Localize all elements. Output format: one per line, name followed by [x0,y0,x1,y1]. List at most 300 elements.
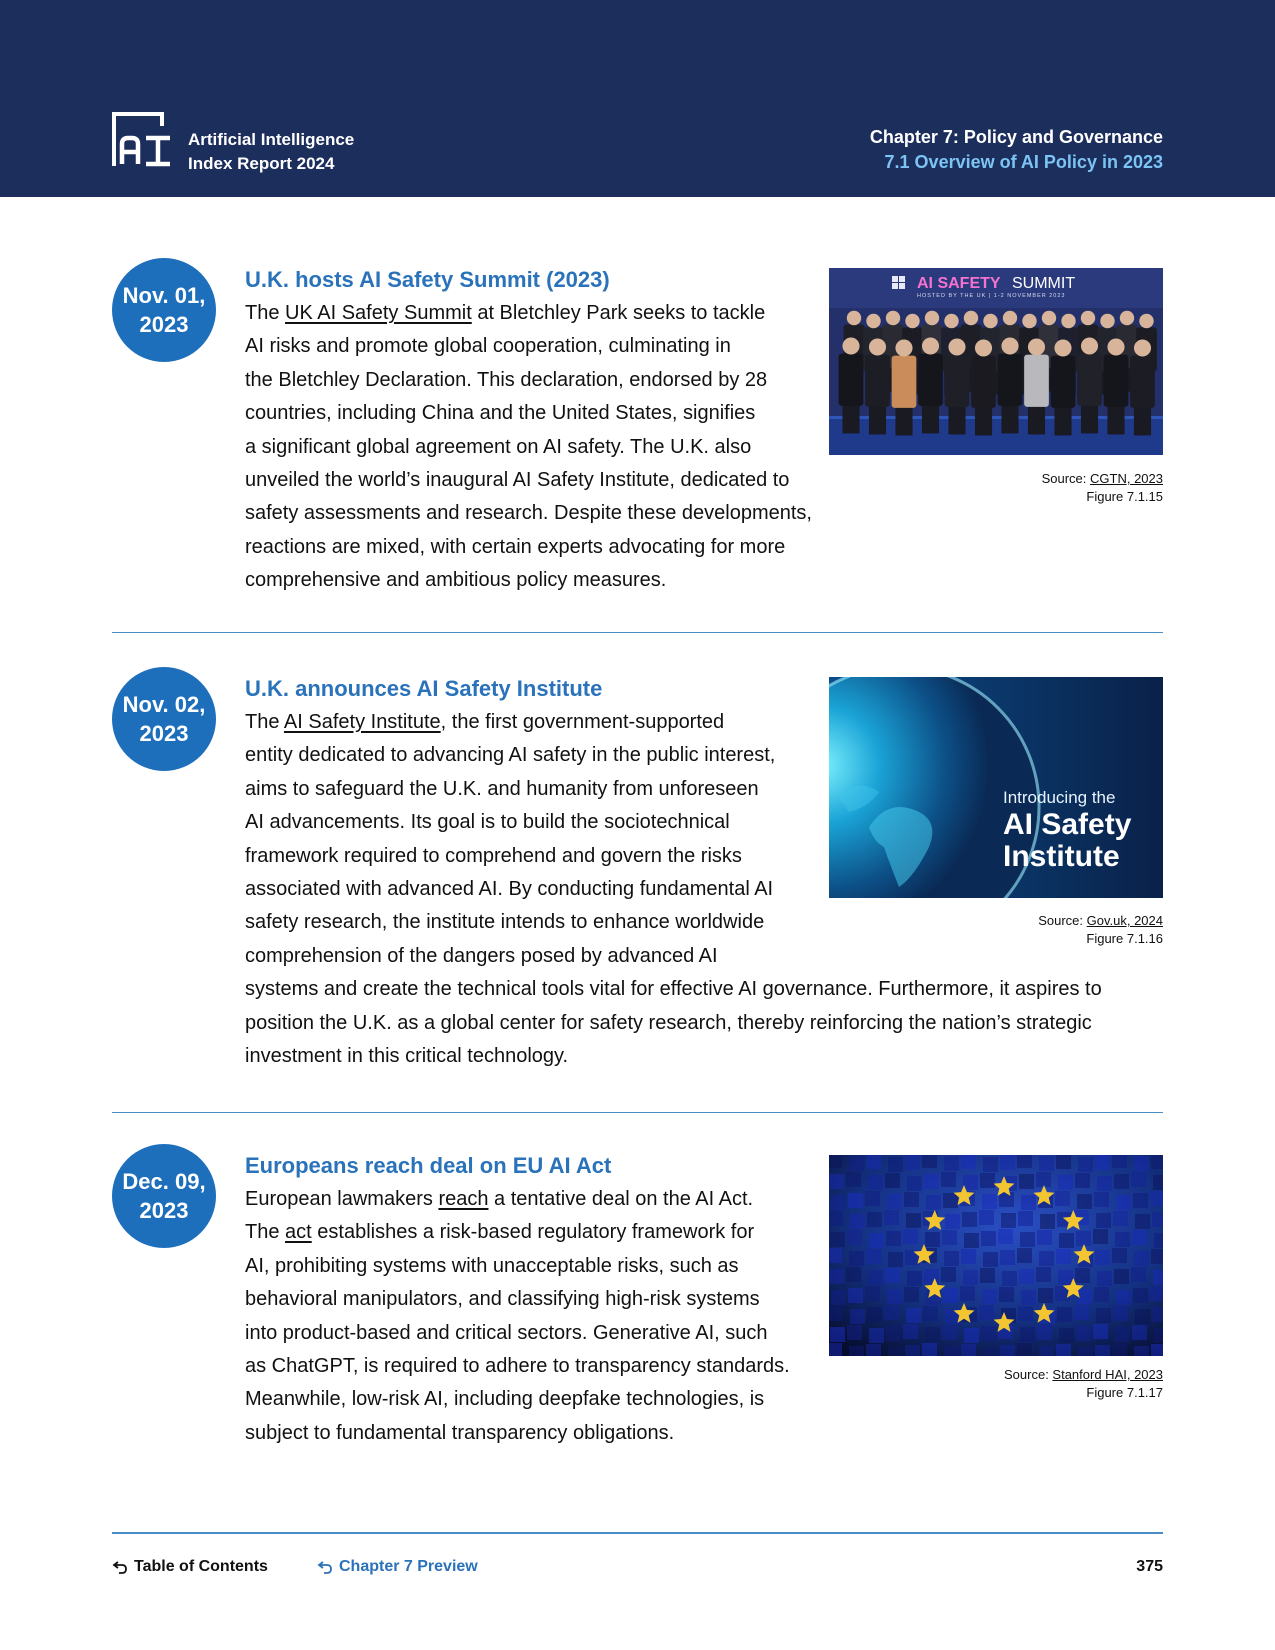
eu-puzzle-block [1131,1267,1146,1282]
body-line: framework required to comprehend and govern the risks [245,844,742,867]
photo-figure-head [847,311,861,325]
eu-puzzle-block [1017,1248,1032,1263]
eu-puzzle-block [1097,1176,1112,1191]
eu-puzzle-block [829,1343,842,1356]
eu-puzzle-block [981,1326,996,1341]
body-text-segment: The [245,302,286,324]
eu-puzzle-block [1021,1290,1036,1305]
eu-puzzle-block [868,1270,883,1285]
photo-figure-head [983,314,997,328]
inline-link[interactable]: act [285,1221,312,1244]
eu-puzzle-block [1093,1229,1108,1244]
eu-puzzle-block [907,1176,922,1191]
chapter-preview-label: Chapter 7 Preview [339,1558,478,1575]
eu-puzzle-block [1095,1345,1110,1356]
figure-source [1004,1366,1163,1402]
eu-puzzle-block [869,1233,884,1248]
eu-puzzle-block [1116,1195,1131,1210]
photo-figure-legs [895,405,912,435]
eu-puzzle-block [904,1192,919,1207]
eu-puzzle-block [830,1232,845,1247]
body-text-segment: at Bletchley Park seeks to tackle [471,302,766,324]
eu-puzzle-block [1036,1267,1051,1282]
eu-puzzle-block [846,1267,861,1282]
entry-title: Europeans reach deal on EU AI Act [245,1153,612,1178]
eu-puzzle-block [999,1192,1014,1207]
eu-puzzle-block [1133,1193,1148,1208]
source-label: Source: [1004,1367,1053,1382]
eu-puzzle-block [1056,1155,1071,1169]
photo-figure-head [975,339,992,356]
body-line: AI advancements. Its goal is to build the sociotechnical [245,811,730,834]
eu-puzzle-block [962,1212,977,1227]
summit-group-photo [829,268,1163,455]
eu-puzzle-block [903,1324,918,1339]
eu-puzzle-block [1112,1343,1127,1356]
eu-puzzle-block [865,1286,880,1301]
photo-figure-head [1042,311,1056,325]
eu-puzzle-block [982,1289,997,1304]
eu-puzzle-block [924,1269,939,1284]
photo-figure-legs [1107,404,1124,434]
date-badge [112,258,216,362]
photo-figure-head [1028,338,1045,355]
eu-puzzle-block [1017,1155,1032,1168]
body-text-segment: , the first government-supported [440,711,725,733]
photo-figure-head [1081,337,1098,354]
inline-link[interactable]: reach [438,1188,489,1210]
chapter-heading [870,125,1163,175]
photo-figure-head [886,311,900,325]
photo-figure-legs [975,405,992,435]
body-text-segment: The [245,1221,286,1244]
source-label: Source: [1038,913,1087,928]
body-line: Meanwhile, low-risk AI, including deepfake technologies, is [245,1388,765,1411]
photo-figure-head [1134,339,1151,356]
eu-puzzle-block [1096,1213,1111,1228]
return-arrow-icon [317,1559,333,1575]
body-line: comprehension of the dangers posed by advanced AI [245,944,718,967]
eu-puzzle-block [961,1155,976,1169]
eu-puzzle-block [850,1214,865,1229]
photo-figure-legs [842,403,859,433]
body-line: comprehensive and ambitious policy measures. [245,569,667,592]
eu-puzzle-block [1055,1191,1070,1206]
inline-link[interactable]: UK AI Safety Summit [285,302,472,324]
eu-puzzle-block [1094,1192,1109,1207]
photo-figure-head [944,314,958,328]
photo-figure-head [1022,314,1036,328]
banner-brand: AI SAFETY [917,275,1001,292]
eu-puzzle-block [1115,1327,1130,1342]
eu-puzzle-block [1039,1346,1054,1356]
body-line: the Bletchley Declaration. This declaration, endorsed by 28 [245,368,768,391]
date-badge [112,667,216,771]
eu-puzzle-block [942,1325,957,1340]
eu-puzzle-block [925,1232,940,1247]
eu-puzzle-block [1134,1251,1149,1266]
photo-figure-head [1139,314,1153,328]
eu-puzzle-block [980,1268,995,1283]
page-header [0,0,1275,197]
photo-figure-head [895,339,912,356]
ai-index-logo [112,112,174,168]
graphic-intro: Introducing the [1003,788,1116,807]
eu-puzzle-block [926,1195,941,1210]
eu-puzzle-block [1037,1230,1052,1245]
source-link[interactable]: Stanford HAI, 2023 [1052,1367,1163,1382]
eu-puzzle-block [1020,1232,1035,1247]
banner-subtitle: HOSTED BY THE UK | 1-2 NOVEMBER 2023 [917,293,1066,299]
eu-puzzle-block [1094,1287,1109,1302]
page-number: 375 [1136,1558,1163,1575]
body-line: entity dedicated to advancing AI safety in the public interest, [245,744,776,767]
eu-puzzle-block [943,1193,958,1208]
eu-puzzle-block [1078,1347,1093,1356]
inline-link[interactable]: AI Safety Institute [283,711,441,733]
eu-puzzle-block [1112,1248,1127,1263]
eu-puzzle-block [1000,1345,1015,1356]
eu-puzzle-block [868,1175,883,1190]
figure-number: Figure 7.1.15 [1086,489,1163,504]
date-year: 2023 [139,312,189,337]
eu-puzzle-block [849,1346,864,1356]
eu-puzzle-block [849,1251,864,1266]
eu-puzzle-block [867,1212,882,1227]
body-text-segment: The [245,711,284,733]
eu-puzzle-block [1097,1271,1112,1286]
eu-puzzle-block [1017,1343,1032,1356]
eu-puzzle-block [886,1231,901,1246]
report-title-line2: Index Report 2024 [188,154,335,173]
eu-puzzle-block [886,1326,901,1341]
entry-title: U.K. hosts AI Safety Summit (2023) [245,267,610,292]
eu-puzzle-block [998,1229,1013,1244]
photo-figure-head [869,338,886,355]
section-divider [112,1112,1163,1113]
photo-figure-body [971,356,996,408]
eu-puzzle-block [1093,1324,1108,1339]
photo-figure-body [892,356,917,408]
body-line: position the U.K. as a global center for safety research, thereby reinforcing the nation’s strategic [245,1011,1092,1034]
chapter-title: Chapter 7: Policy and Governance [869,127,1163,147]
graphic-title-line1: AI Safety [1003,808,1132,841]
photo-figure-legs [1134,405,1151,435]
eu-puzzle-block [924,1174,939,1189]
eu-puzzle-block [848,1193,863,1208]
body-text-segment: establishes a risk-based regulatory framework for [311,1221,755,1244]
eu-puzzle-block [884,1210,899,1225]
figure-source [1038,912,1163,948]
date-year: 2023 [139,1198,189,1223]
eu-puzzle-block [999,1287,1014,1302]
eu-puzzle-block [1057,1307,1072,1322]
eu-puzzle-block [944,1156,959,1171]
eu-puzzle-block [1134,1346,1149,1356]
photo-figure-head [925,311,939,325]
photo-figure-head [1100,314,1114,328]
eu-puzzle-block [1039,1156,1054,1171]
body-line: AI risks and promote global cooperation, culminating in [245,335,731,358]
eu-puzzle-block [1059,1233,1074,1248]
eu-puzzle-block [923,1306,938,1321]
eu-puzzle-block [1001,1213,1016,1228]
source-link[interactable]: CGTN, 2023 [1090,471,1163,486]
eu-puzzle-block [941,1172,956,1187]
body-line: countries, including China and the United States, signifies [245,402,756,425]
eu-puzzle-block [1150,1286,1163,1301]
entry-title: U.K. announces AI Safety Institute [245,676,603,701]
eu-puzzle-block [983,1252,998,1267]
eu-puzzle-block [866,1344,881,1356]
eu-puzzle-block [1114,1174,1129,1189]
eu-puzzle-block [866,1249,881,1264]
eu-puzzle-block [887,1194,902,1209]
photo-figure-head [1081,311,1095,325]
return-arrow-icon [112,1559,128,1575]
eu-puzzle-block [884,1305,899,1320]
body-line: into product-based and critical sectors. Generative AI, such [245,1321,768,1344]
eu-puzzle-block [1000,1155,1015,1170]
eu-puzzle-block [829,1248,842,1263]
eu-puzzle-block [1154,1328,1163,1343]
eu-puzzle-block [1038,1288,1053,1303]
eu-puzzle-block [904,1287,919,1302]
body-line [245,297,812,330]
eu-puzzle-block [1151,1344,1163,1356]
eu-puzzle-block [961,1249,976,1264]
eu-puzzle-block [1152,1212,1163,1227]
body-line: a significant global agreement on AI safety. The U.K. also [245,435,752,458]
photo-figure-head [1054,339,1071,356]
photo-figure-legs [922,403,939,433]
section-divider [112,632,1163,633]
eu-puzzle-block [1114,1269,1129,1284]
date-badge [112,1144,216,1248]
eu-puzzle-block [1058,1270,1073,1285]
eu-puzzle-block [829,1155,842,1168]
eu-puzzle-block [1021,1195,1036,1210]
eu-puzzle-block [942,1230,957,1245]
eu-puzzle-block [847,1230,862,1245]
eu-puzzle-block [1096,1308,1111,1323]
eu-puzzle-block [1115,1232,1130,1247]
body-line: systems and create the technical tools vital for effective AI governance. Furthermore, it aspires to [245,978,1102,1001]
eu-puzzle-block [829,1211,843,1226]
eu-puzzle-block [1150,1191,1163,1206]
eu-puzzle-block [979,1305,994,1320]
eu-puzzle-block [1076,1326,1091,1341]
entry-body [245,1183,790,1450]
body-line: AI, prohibiting systems with unacceptable risks, such as [245,1254,739,1277]
eu-puzzle-block [941,1267,956,1282]
eu-puzzle-block [847,1325,862,1340]
eu-puzzle-block [849,1156,864,1171]
photo-figure-body [1130,356,1155,408]
report-title [188,128,354,176]
eu-puzzle-block [963,1175,978,1190]
eu-puzzle-block [964,1233,979,1248]
photo-figure-head [1003,311,1017,325]
eu-puzzle-block [888,1157,903,1172]
eu-puzzle-block [1074,1305,1089,1320]
body-line: safety assessments and research. Despite these developments, [245,502,812,525]
eu-puzzle-block [1076,1231,1091,1246]
photo-figure-head [948,338,965,355]
eu-puzzle-block [945,1214,960,1229]
date-line: Nov. 02, [122,692,206,717]
eu-puzzle-block [1134,1156,1149,1171]
chapter-section: 7.1 Overview of AI Policy in 2023 [884,152,1163,172]
eu-puzzle-block [1002,1271,1017,1286]
date-line: Dec. 09, [122,1169,206,1194]
body-line: subject to fundamental transparency obligations. [245,1421,675,1444]
figure-source [1042,470,1163,506]
body-line: safety research, the institute intends to enhance worldwide [245,911,765,934]
eu-puzzle-block [869,1328,884,1343]
eu-puzzle-block [1151,1249,1163,1264]
eu-puzzle-block [964,1328,979,1343]
eu-puzzle-block [1116,1290,1131,1305]
photo-figure-head [922,337,939,354]
banner-word: SUMMIT [1012,275,1076,292]
body-line [245,1183,790,1216]
eu-puzzle-block [905,1155,920,1170]
eu-puzzle-block [1018,1211,1033,1226]
photo-figure-body [918,354,943,406]
eu-puzzle-block [1112,1155,1127,1168]
eu-puzzle-block [905,1345,920,1356]
photo-figure-legs [1081,403,1098,433]
eu-puzzle-block [979,1210,994,1225]
eu-puzzle-block [1153,1270,1163,1285]
eu-puzzle-block [888,1347,903,1356]
toc-label: Table of Contents [134,1558,268,1575]
photo-figure-head [964,311,978,325]
eu-puzzle-block [1135,1309,1150,1324]
eu-puzzle-block [829,1306,843,1321]
eu-puzzle-block [1153,1175,1163,1190]
body-line [245,1216,790,1249]
eu-puzzle-block [1113,1306,1128,1321]
eu-puzzle-block [1019,1174,1034,1189]
eu-puzzle-block [1037,1325,1052,1340]
eu-puzzle-block [885,1268,900,1283]
eu-puzzle-block [1077,1194,1092,1209]
eu-puzzle-block [922,1155,937,1168]
eu-puzzle-block [907,1271,922,1286]
eu-puzzle-block [830,1327,845,1342]
ai-safety-institute-graphic [829,677,1163,898]
eu-puzzle-block [1059,1328,1074,1343]
photo-figure-body [1051,356,1076,408]
eu-puzzle-block [1095,1250,1110,1265]
eu-puzzle-block [1075,1268,1090,1283]
eu-puzzle-block [1154,1233,1163,1248]
eu-puzzle-block [1095,1155,1110,1170]
date-year: 2023 [139,721,189,746]
body-line: as ChatGPT, is required to adhere to transparency standards. [245,1355,790,1378]
photo-figure-legs [869,404,886,434]
eu-puzzle-block [867,1307,882,1322]
photo-figure-head [1120,311,1134,325]
eu-puzzle-block [1075,1173,1090,1188]
eu-puzzle-block [865,1191,880,1206]
photo-figure-head [1061,314,1075,328]
eu-flag-puzzle-photo [829,1155,1163,1356]
chapter-preview-link[interactable] [317,1556,478,1578]
body-line: investment in this critical technology. [245,1045,569,1068]
eu-puzzle-block [943,1288,958,1303]
eu-puzzle-block [1056,1344,1071,1356]
photo-figure-body [1104,355,1129,407]
body-text-segment: a tentative deal on the AI Act. [488,1188,754,1210]
photo-figure-head [1001,337,1018,354]
body-line: associated with advanced AI. By conducting fundamental AI [245,878,774,901]
eu-puzzle-block [1135,1214,1150,1229]
photo-figure-head [1107,338,1124,355]
eu-puzzle-block [1000,1250,1015,1265]
date-line: Nov. 01, [122,283,206,308]
eu-puzzle-block [829,1174,844,1189]
eu-puzzle-block [887,1289,902,1304]
eu-puzzle-block [829,1269,844,1284]
eu-puzzle-block [1132,1325,1147,1340]
eu-puzzle-block [981,1231,996,1246]
eu-puzzle-block [983,1347,998,1356]
eu-puzzle-block [922,1343,937,1356]
eu-puzzle-block [903,1229,918,1244]
figure-number: Figure 7.1.17 [1086,1385,1163,1400]
eu-puzzle-block [982,1194,997,1209]
report-title-line1: Artificial Intelligence [188,130,355,149]
eu-puzzle-block [848,1288,863,1303]
figure-number: Figure 7.1.16 [1086,931,1163,946]
photo-figure-legs [1001,403,1018,433]
body-line: unveiled the world’s inaugural AI Safety Institute, dedicated to [245,469,790,492]
body-line: aims to safeguard the U.K. and humanity from unforeseen [245,777,759,800]
photo-figure-body [945,355,970,407]
eu-puzzle-block [885,1173,900,1188]
photo-figure-body [998,354,1023,406]
eu-puzzle-block [1058,1175,1073,1190]
table-of-contents-link[interactable] [112,1556,268,1578]
eu-puzzle-block [1056,1249,1071,1264]
eu-puzzle-block [1133,1288,1148,1303]
eu-puzzle-block [1039,1251,1054,1266]
photo-figure-legs [1054,405,1071,435]
entry-body [245,297,812,598]
eu-puzzle-block [1019,1269,1034,1284]
graphic-title-line2: Institute [1003,840,1120,873]
eu-puzzle-block [831,1195,846,1210]
eu-puzzle-block [1132,1230,1147,1245]
eu-puzzle-block [866,1155,881,1169]
eu-puzzle-block [888,1252,903,1267]
eu-puzzle-block [906,1213,921,1228]
photo-figure-head [842,337,859,354]
eu-puzzle-block [846,1172,861,1187]
eu-puzzle-block [1078,1157,1093,1172]
photo-figure-legs [948,404,965,434]
source-label: Source: [1041,471,1091,486]
source-link[interactable]: Gov.uk, 2024 [1086,913,1163,928]
body-text-segment: European lawmakers [245,1188,439,1210]
eu-puzzle-block [850,1309,865,1324]
eu-puzzle-block [906,1308,921,1323]
footer-divider [112,1532,1163,1534]
eu-puzzle-block [1151,1155,1163,1169]
